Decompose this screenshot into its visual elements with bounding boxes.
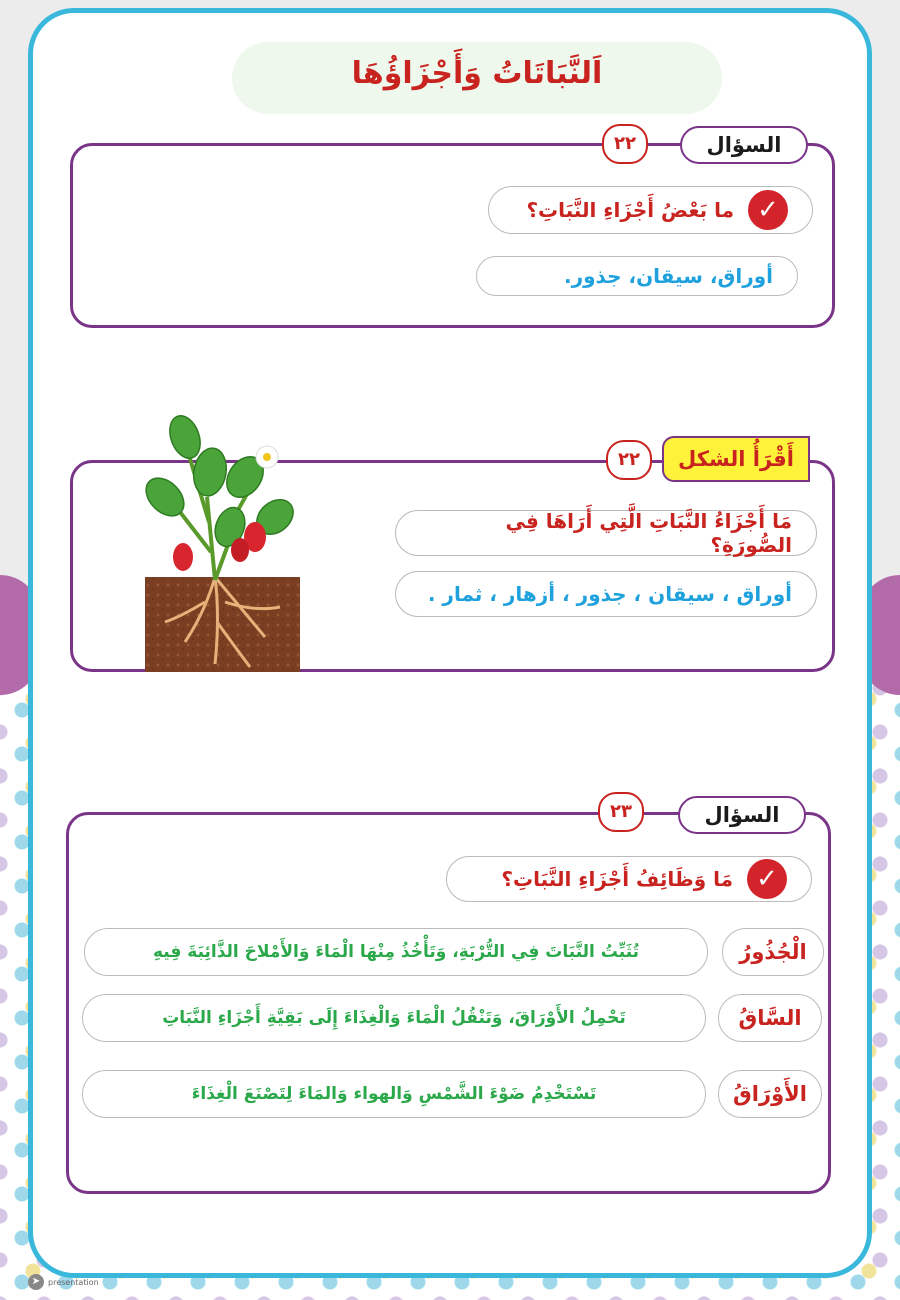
telegram-icon: ➤ [28, 1274, 44, 1290]
question-tag-2: أَقْرَأُ الشكل [662, 436, 810, 482]
answer-2-text: أوراق ، سيقان ، جذور ، أزهار ، ثمار . [427, 582, 792, 606]
function-label-roots: الْجُذُورُ [722, 928, 824, 976]
page-title: اَلنَّبَاتَاتُ وَأَجْزَاؤُهَا [351, 56, 603, 91]
function-label-stem: السَّاقُ [718, 994, 822, 1042]
check-icon: ✓ [748, 190, 788, 230]
answer-1 [476, 256, 798, 296]
question-tag-1: السؤال [680, 126, 808, 164]
question-number-1: ٢٢ [602, 124, 648, 164]
question-3-text: مَا وَظَائِفُ أَجْزَاءِ النَّبَاتِ؟ [501, 867, 733, 891]
question-1-text: ما بَعْضُ أَجْزَاءِ النَّبَاتِ؟ [526, 198, 734, 222]
question-3 [446, 856, 812, 902]
function-text-roots: تُثَبِّتُ النَّبَاتَ فِي التُّرْبَةِ، وَتَأْخُذُ مِنْهَا الْمَاءَ وَالأَمْلاحَ الذَّائِبَةَ فِيهِ [84, 928, 708, 976]
function-text-leaves: تَسْتَخْدِمُ ضَوْءَ الشَّمْسِ وَالهواء وَالمَاءَ لِتَصْنَعَ الْغِذَاءَ [82, 1070, 706, 1118]
function-text-stem: تَحْمِلُ الأَوْرَاقَ، وَتَنْقُلُ الْمَاءَ وَالْغِذَاءَ إِلَى بَقِيَّةِ أَجْزَاءِ النَّبَاتِ [82, 994, 706, 1042]
answer-2 [395, 571, 817, 617]
question-1 [488, 186, 813, 234]
question-tag-3: السؤال [678, 796, 806, 834]
page-title-banner [232, 42, 722, 114]
plant-illustration [145, 402, 300, 672]
question-number-3: ٢٣ [598, 792, 644, 832]
function-label-leaves: الأَوْرَاقُ [718, 1070, 822, 1118]
answer-1-text: أوراق، سيقان، جذور. [564, 264, 773, 288]
question-2-text: مَا أَجْزَاءُ النَّبَاتِ الَّتِي أَرَاهَا فِي الصُّورَةِ؟ [505, 509, 792, 557]
footer-text: presentation [48, 1277, 99, 1287]
question-number-2: ٢٢ [606, 440, 652, 480]
check-icon: ✓ [747, 859, 787, 899]
question-2 [395, 510, 817, 556]
footer-watermark [28, 1270, 168, 1294]
question-box-1 [70, 143, 835, 328]
